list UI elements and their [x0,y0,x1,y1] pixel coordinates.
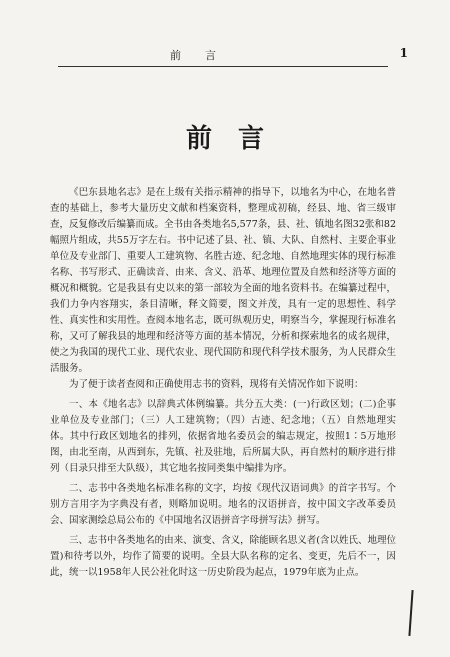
margin-pen-mark [408,590,413,636]
page-number: 1 [399,46,408,60]
header-rule [58,66,388,67]
running-title: 前言 [170,49,240,62]
paragraph-item-2: 二、志书中各类地名标准名称的文字，均按《现代汉语词典》的首字书写。个别方言用字为字典没有者，则略加说明。地名的汉语拼音，按中国文字改革委员会、国家测绘总局公布的《中国地名汉语拼音字母拼写法》拼写。 [50,483,396,526]
page-title: 前言 [185,124,290,154]
paragraph-item-3: 三、志书中各类地名的由来、演变、含义，除能顾名思义者(含以姓氏、地理位置)和待考以外，均作了简要的说明。全县大队名称的定名、变更，先后不一，因此，统一以1958年人民公社化时这一历史阶段为起点，1979年底为止点。 [50,535,396,578]
body-text [50,185,396,585]
running-header [58,46,408,63]
paragraph-item-1: 一、本《地名志》以辞典式体例编纂。共分五大类：(一)行政区划；(二)企事业单位及专业部门；（三）人工建筑物；（四）古迹、纪念地；（五）自然地理实体。其中行政区划地名的排列，依据省地名委员会的编志规定，按照1∶5万地形图，由北至南，从西到东，先镇、社及驻地，后所属大队，再自然村的顺序进行排列（目录只排至大队级），其它地名按同类集中编排为序。 [50,399,396,474]
paragraph-explanation-lead: 为了便于读者查阅和正确使用志书的资料，现将有关情况作如下说明： [69,379,364,390]
paragraph-intro: 《巴东县地名志》是在上级有关指示精神的指导下，以地名为中心，在地名普查的基础上，参考大量历史文献和档案资料，整理成初稿，经县、地、省三级审查，反复修改后编纂而成。全书由各类地名5,577条，县、社、镇地名图32张和82幅照片组成，共55万字左右。书中记述了县、社、镇、大队、自然村、主要企事业单位及专业部门、重要人工建筑物、名胜古迹、纪念地、自然地理实体的现行标准名称、书写形式、正确读音、由来、含义、沿革、地理位置及自然和经济等方面的概况和概貌。它是我县有史以来的第一部较为全面的地名资料书。在编纂过程中，我们力争内容翔实，条目清晰，释文简要，图文并茂，具有一定的思想性、科学性、真实性和实用性。查阅本地名志，既可纵观历史，明察当今，掌握现行标准名称，又可了解我县的地理和经济等方面的基本情况，分析和探索地名的成名规律，使之为我国的现代工业、现代农业、现代国防和现代科学技术服务，为人民群众生活服务。 [50,187,396,374]
